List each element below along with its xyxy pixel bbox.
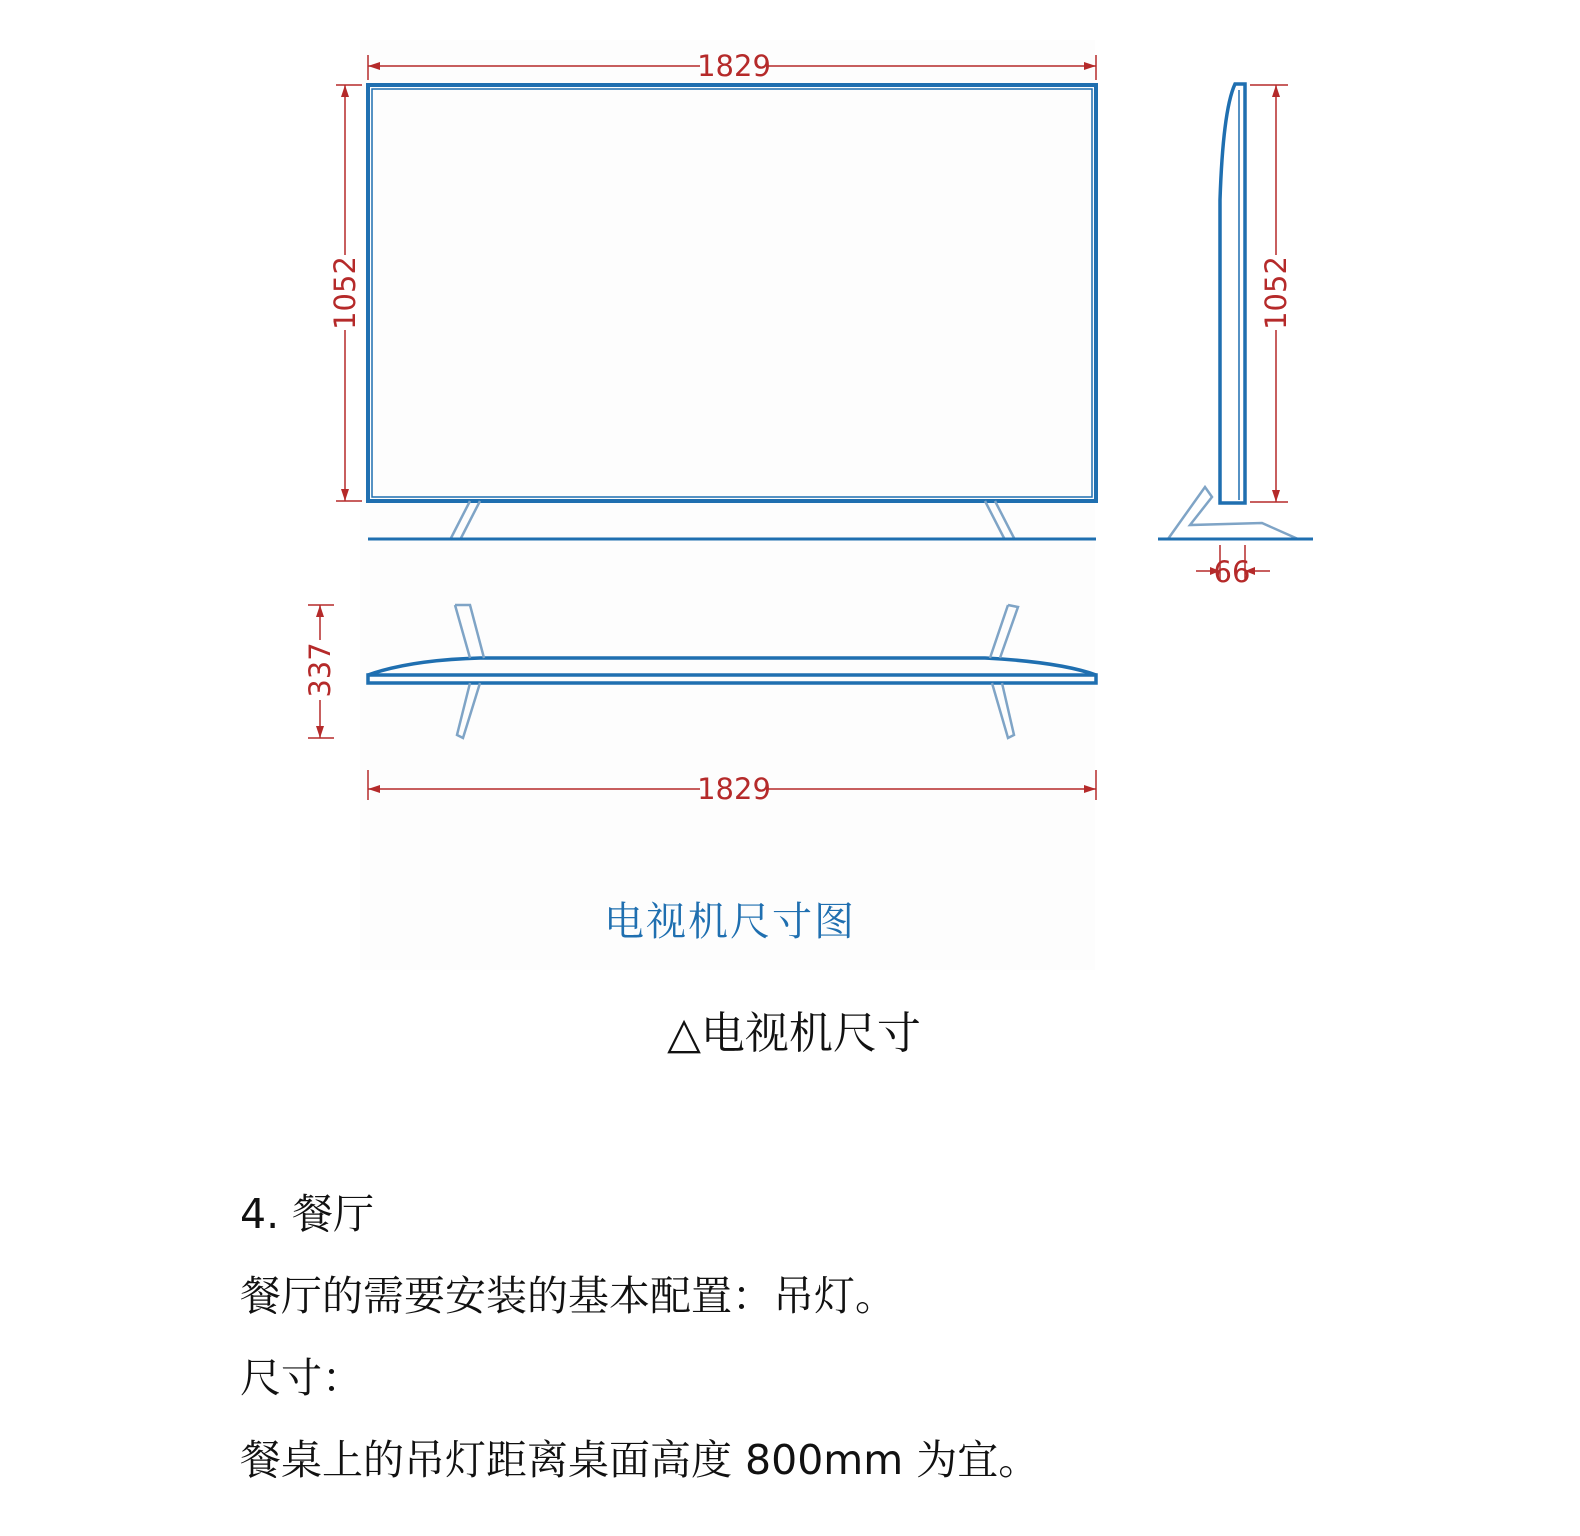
paragraph-height: 餐桌上的吊灯距离桌面高度 800mm 为宜。: [240, 1436, 1040, 1484]
top-width-label: 1829: [697, 772, 771, 806]
section-heading: 4. 餐厅: [240, 1190, 375, 1238]
side-height-label: 1052: [1259, 256, 1293, 330]
tv-side-profile: [1220, 84, 1245, 503]
front-height-label: 1052: [328, 256, 362, 330]
front-width-label: 1829: [697, 49, 771, 83]
paragraph-size-label: 尺寸：: [240, 1354, 363, 1402]
diagram-background: [360, 40, 1095, 970]
diagram-title: 电视机尺寸图: [604, 899, 856, 945]
figure-caption: △电视机尺寸: [667, 1008, 921, 1059]
side-view: [1158, 84, 1313, 589]
paragraph-config: 餐厅的需要安装的基本配置：吊灯。: [240, 1272, 896, 1320]
tv-side-stand: [1168, 487, 1298, 539]
top-depth-label: 337: [303, 642, 337, 698]
side-depth-label: 66: [1213, 555, 1251, 589]
